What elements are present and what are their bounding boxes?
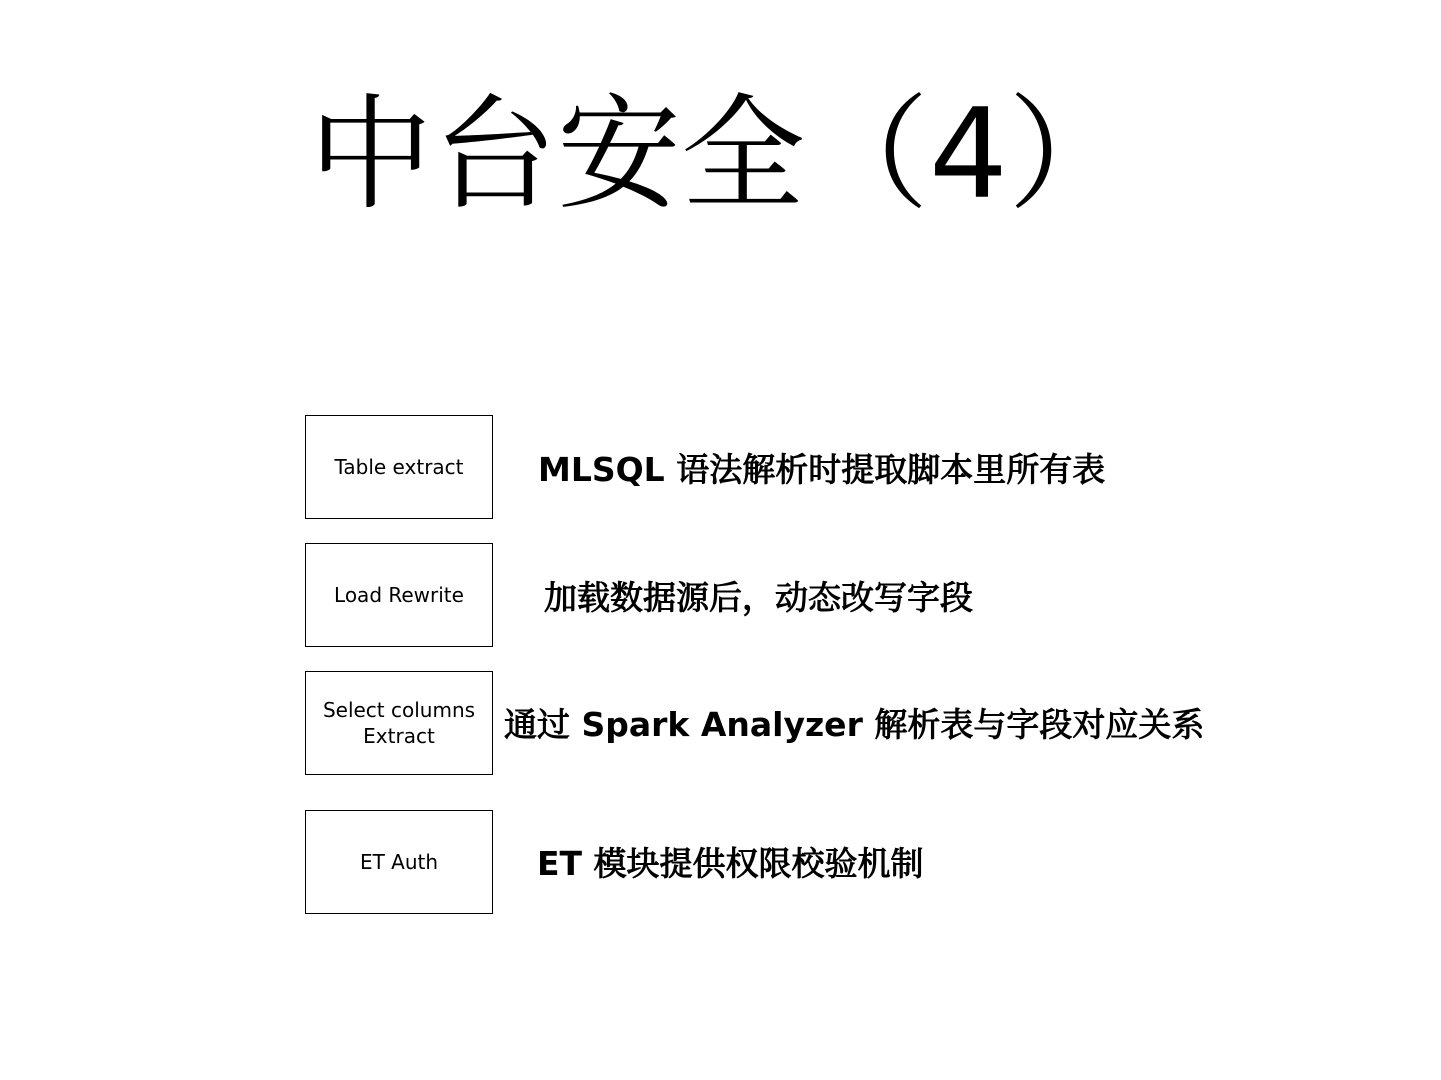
- slide-title: 中台安全（4）: [309, 83, 1132, 227]
- step-box-load-rewrite: [305, 543, 493, 647]
- step-description: 加载数据源后，动态改写字段: [544, 578, 973, 617]
- step-box-et-auth: [305, 810, 493, 914]
- step-box-table-extract: [305, 415, 493, 519]
- step-box-label: ET Auth: [359, 850, 439, 874]
- step-box-label: Load Rewrite: [334, 583, 464, 607]
- step-description: ET 模块提供权限校验机制: [537, 844, 924, 883]
- step-box-label: Table extract: [334, 455, 464, 479]
- step-box-label: Select columns Extract: [322, 698, 476, 748]
- step-description: MLSQL 语法解析时提取脚本里所有表: [538, 450, 1106, 489]
- step-box-select-columns-extract: [305, 671, 493, 775]
- step-description: 通过 Spark Analyzer 解析表与字段对应关系: [504, 705, 1205, 744]
